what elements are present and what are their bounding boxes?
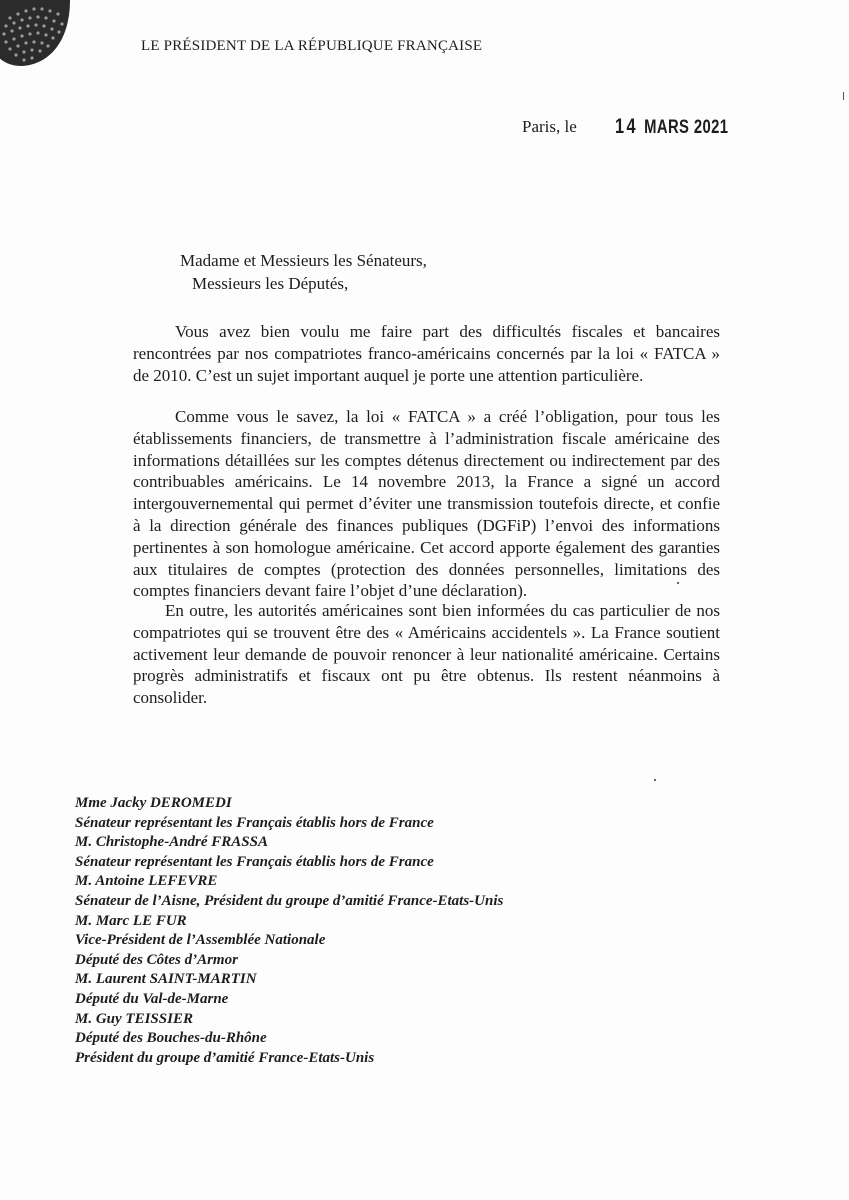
addressee-line: Député des Côtes d’Armor [75,951,238,968]
body-paragraph-3: En outre, les autorités américaines sont bien informées du cas particulier de nos compatriotes qui se trouvent être des « Américains accidentels ». La France soutient activement leur demande de pouvoir renoncer à leur nationalité américaine. Certains progrès administratifs et fiscaux ont pu être obtenus. Ils restent néanmoins à consolider. [133,601,720,708]
date-stamp [615,115,728,139]
addressee-line: Sénateur représentant les Français établis hors de France [75,814,434,831]
ink-speck [677,582,679,584]
addressee-line: Mme Jacky DEROMEDI [75,795,232,811]
addressee-line: Vice-Président de l’Assemblée Nationale [75,932,326,949]
dateline-place: Paris, le [522,117,577,136]
dateline [522,114,760,138]
addressee-line: Député des Bouches-du-Rhône [75,1030,267,1047]
salutation-line-1: Madame et Messieurs les Sénateurs, [180,251,427,270]
letterhead-title: LE PRÉSIDENT DE LA RÉPUBLIQUE FRANÇAISE [141,38,483,54]
addressee-line: M. Marc LE FUR [75,912,187,929]
addressee-line: Président du groupe d’amitié France-Etats-Unis [75,1049,375,1066]
date-stamp-day: 14 [614,115,638,138]
body-paragraph-2: Comme vous le savez, la loi « FATCA » a créé l’obligation, pour tous les établissements financiers, de transmettre à l’administration fiscale américaine des informations détaillées sur les comptes détenus directement ou indirectement par des contribuables américains. Le 14 novembre 2013, la France a signé un accord intergouvernemental qui permet d’éviter une transmission toutefois directe, et confie à la direction générale des finances publiques (DGFiP) l’envoi des informations pertinentes à son homologue américaine. Cet accord apporte également des garanties aux titulaires de comptes (protection des données personnelles, limitations des comptes financiers devant faire l’objet d’une déclaration). [133,407,720,601]
addressee-line: Sénateur de l’Aisne, Président du groupe d’amitié France-Etats-Unis [75,892,504,909]
date-stamp-month-year: MARS 2021 [643,117,729,138]
salutation-line-2: Messieurs les Députés, [192,274,349,293]
addressee-line: Député du Val-de-Marne [75,990,229,1007]
body-paragraph-1: Vous avez bien voulu me faire part des difficultés fiscales et bancaires rencontrées par nos compatriotes franco-américains concernés par la loi « FATCA » de 2010. C’est un sujet important auquel je porte une attention particulière. [133,322,720,385]
addressee-line: M. Guy TEISSIER [75,1010,193,1027]
addressee-block [75,794,503,1068]
scan-edge-mark [843,92,844,100]
salutation [180,249,427,295]
ink-speck [654,779,656,781]
addressee-line: Sénateur représentant les Français établis hors de France [75,853,434,870]
presidential-seal-emblem [0,0,70,66]
addressee-line: M. Christophe-André FRASSA [75,834,268,851]
addressee-line: M. Laurent SAINT-MARTIN [75,971,257,988]
addressee-line: M. Antoine LEFEVRE [75,873,218,890]
